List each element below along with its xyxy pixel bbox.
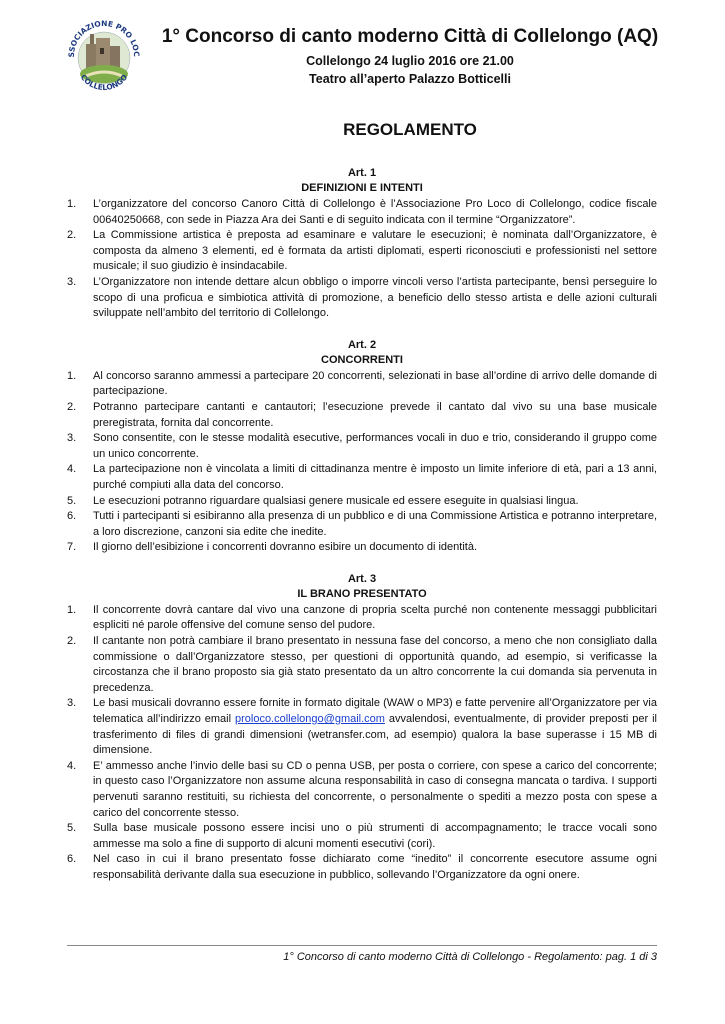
list-item: 2. Potranno partecipare cantanti e cantautori; l’esecuzione prevede il cantato dal vivo su una base musicale preregistrata, fornita dal concorrente. <box>67 400 657 429</box>
list-item: 2. Il cantante non potrà cambiare il brano presentato in nessuna fase del concorso, a meno che non consigliato dalla commissione o dall’Organizzatore stesso, per questioni di opportunità quando, ad esempio, si verificasse la circostanza che il brano proposto sia già stato presentato da un altro concorrente la cui domanda sia pervenuta in precedenza. <box>67 635 657 694</box>
event-date: Collelongo 24 luglio 2016 ore 21.00 <box>306 54 514 68</box>
event-venue: Teatro all’aperto Palazzo Botticelli <box>309 72 511 86</box>
logo-text-bottom: COLLELONGO <box>78 72 130 93</box>
article-heading: IL BRANO PRESENTATO <box>297 587 427 600</box>
logo-text-top: SSOCIAZIONE PRO LOC <box>66 18 142 58</box>
list-item: 7. Il giorno dell’esibizione i concorrenti dovranno esibire un documento di identità. <box>67 541 478 554</box>
list-item: 3. L’Organizzatore non intende dettare alcun obbligo o imporre vincoli verso l’artista partecipante, bensì perseguire lo scopo di una proficua e simbiotica attività di promozione, a beneficio dello stesso artista e delle azioni culturali sviluppate nell’ambito del territorio di Collelongo. <box>67 275 657 320</box>
email-link[interactable]: proloco.collelongo@gmail.com <box>234 713 385 726</box>
article-heading: CONCORRENTI <box>321 353 403 366</box>
document-header <box>150 26 670 88</box>
article-number: Art. 2 <box>347 338 377 351</box>
article-list <box>67 197 657 322</box>
list-item: 3. Sono consentite, con le stesse modalità esecutive, performances vocali in duo e trio, considerando il gruppo come un unico concorrente. <box>67 432 657 460</box>
list-item: 5. Sulla base musicale possono essere incisi uno o più strumenti di accompagnamento; le tracce vocali sono ammesse ma solo a fine di supporto di alcuni momenti esecutivi (cori). <box>67 822 657 850</box>
article-list <box>67 603 657 884</box>
list-item: 5. Le esecuzioni potranno riguardare qualsiasi genere musicale ed essere eseguite in qualsiasi lingua. <box>67 494 579 507</box>
event-title: 1° Concorso di canto moderno Città di Collelongo (AQ) <box>161 26 659 47</box>
list-item: 4. La partecipazione non è vincolata a limiti di cittadinanza mentre è imposto un limite inferiore di età, pari a 13 anni, purché compiuti alla data del concorso. <box>67 463 657 491</box>
footer-divider <box>67 945 657 946</box>
article-heading: DEFINIZIONI E INTENTI <box>301 182 423 194</box>
article-number: Art. 3 <box>347 572 377 585</box>
list-item: 1. L’organizzatore del concorso Canoro Città di Collelongo è l’Associazione Pro Loco di Collelongo, codice fiscale 00640250668, con sede in Piazza Ara dei Santi e di seguito indicata con il termine “Organizzatore”. <box>67 198 657 226</box>
page-footer: 1° Concorso di canto moderno Città di Collelongo - Regolamento: pag. 1 di 3 <box>283 951 657 963</box>
list-item: 4. E’ ammesso anche l’invio delle basi su CD o penna USB, per posta o corriere, con spese a carico del concorrente; in questo caso l’Organizzatore non assume alcuna responsabilità in caso di consegna mancata o tardiva. I supporti pervenuti saranno restituiti, su richiesta del concorrente, o personalmente o spediti a mezzo posta con spese a carico del concorrente stesso. <box>67 759 657 819</box>
document-title: REGOLAMENTO <box>343 120 477 139</box>
list-item: 6. Nel caso in cui il brano presentato fosse dichiarato come “inedito” il concorrente esecutore assume ogni responsabilità derivante dalla sua esecuzione in pubblico, sollevando l’Organizzatore da ogni onere. <box>67 853 657 881</box>
article-number: Art. 1 <box>347 167 377 179</box>
list-item: 1. Al concorso saranno ammessi a partecipare 20 concorrenti, selezionati in base all’ordine di arrivo delle domande di partecipazione. <box>67 369 657 398</box>
list-item: 1. Il concorrente dovrà cantare dal vivo una canzone di propria scelta purché non contenente messaggi pubblicitari espliciti né parole offensive del comune senso del pudore. <box>67 603 657 632</box>
regulations-body <box>67 166 657 884</box>
article-list <box>67 369 657 556</box>
pro-loco-logo <box>62 12 146 100</box>
list-item: 6. Tutti i partecipanti si esibiranno alla presenza di un pubblico e di una Commissione Artistica e potranno interpretare, a loro discrezione, canzoni sia edite che inedite. <box>67 510 657 538</box>
list-item: 3. Le basi musicali dovranno essere fornite in formato digitale (WAW o MP3) e fatte pervenire all’Organizzatore per via telematica all’indirizzo email proloco.collelongo@gmail.com avvalendosi, eventualmente, di provider preposti per il trasferimento di files di grandi dimensioni (wetransfer.com, ad esempio) qualora la base superasse i 15 MB di dimensione. <box>67 697 657 757</box>
list-item: 2. La Commissione artistica è preposta ad esaminare e valutare le esecuzioni; è nominata dall’Organizzatore, è composta da almeno 3 elementi, ed è formata da artisti diplomati, esperti riconosciuti e professionisti nel settore musicale; il suo giudizio è insindacabile. <box>67 229 657 273</box>
